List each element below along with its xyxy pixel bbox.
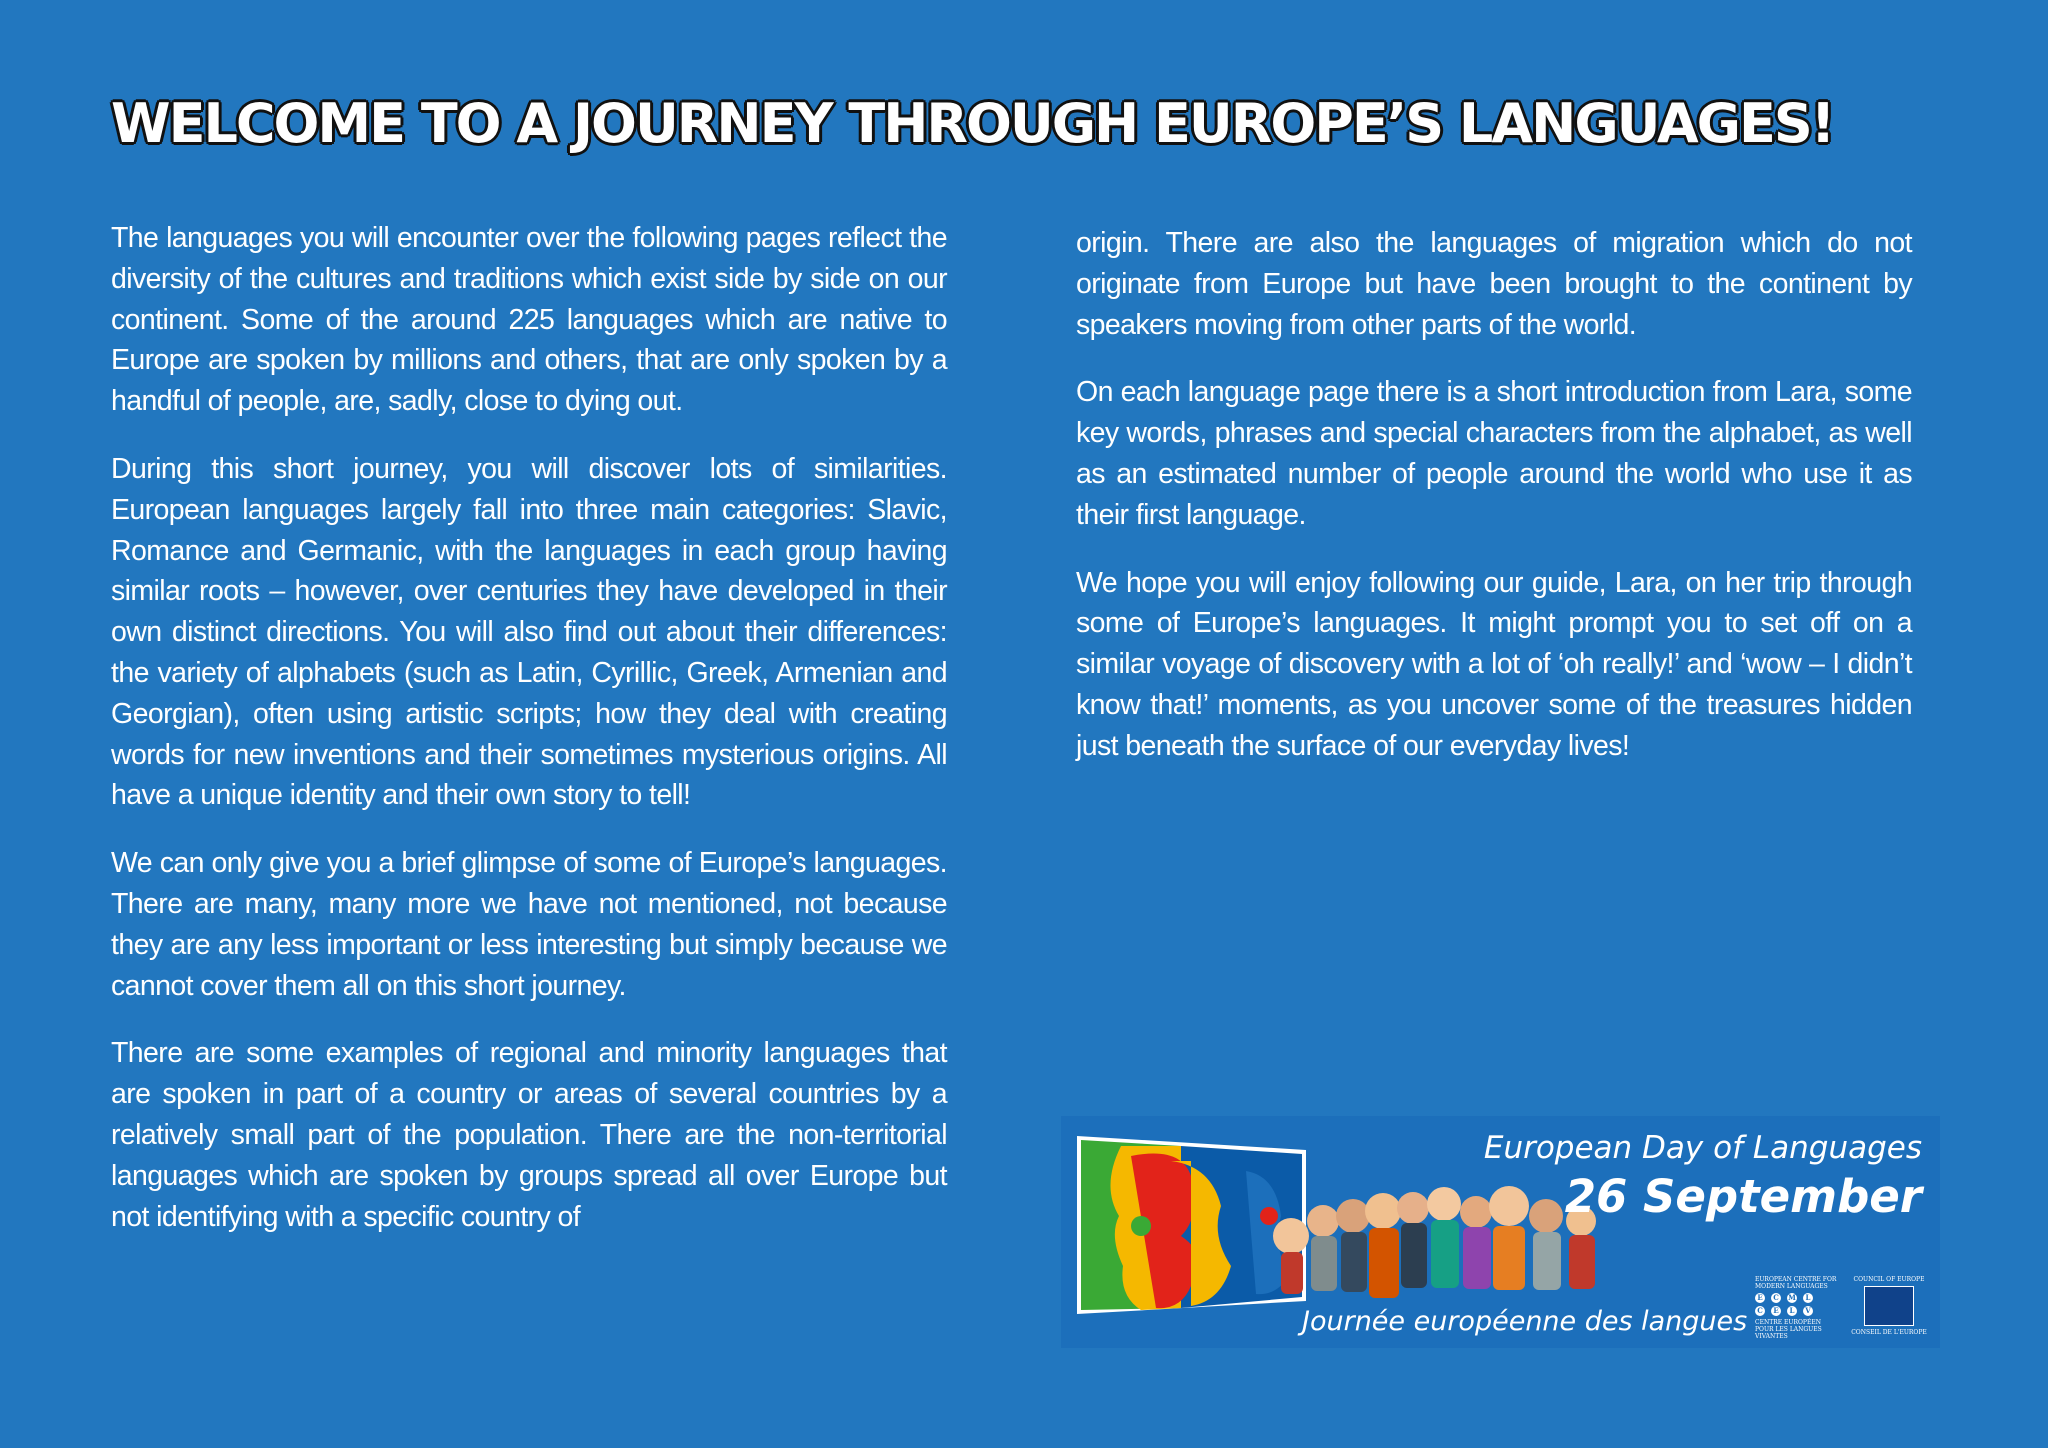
paragraph: There are some examples of regional and minority languages that are spoken in part of a country or areas of several countries by a relatively small part of the population. There are the non-territorial languages which are spoken by groups spread all over Europe but not identifying with a specific country of	[111, 1037, 947, 1233]
paragraph: origin. There are also the languages of migration which do not originate from Europe but have been brought to the continent by speakers moving from other parts of the world.	[1076, 227, 1912, 341]
ecml-letter: E	[1755, 1293, 1765, 1303]
ecml-letter: V	[1803, 1306, 1813, 1316]
cartoon-characters-icon	[1273, 1186, 1596, 1298]
coe-logo-top-text: COUNCIL OF EUROPE	[1853, 1276, 1925, 1283]
paragraph: On each language page there is a short introduction from Lara, some key words, phrases and special characters from the alphabet, as well as an estimated number of people around the world who use it as their first language.	[1076, 376, 1912, 531]
ecml-letter: E	[1771, 1306, 1781, 1316]
ecml-letter: L	[1803, 1293, 1813, 1303]
ecml-letter: C	[1771, 1293, 1781, 1303]
ecml-logo-dots	[1755, 1306, 1841, 1316]
banner-date: 26 September	[1564, 1170, 1922, 1223]
paragraph: The languages you will encounter over the following pages reflect the diversity of the cultures and traditions which exist side by side on our continent. Some of the around 225 languages which are native to Europe are spoken by millions and others, that are only spoken by a handful of people, are, sadly, close to dying out.	[111, 222, 947, 418]
right-column	[1076, 223, 1912, 794]
ecml-logo-dots	[1755, 1293, 1841, 1303]
banner-title: European Day of Languages	[1483, 1130, 1922, 1166]
banner-subtitle-fr: Journée européenne des langues	[1302, 1306, 1748, 1337]
council-of-europe-emblem-icon	[1864, 1286, 1914, 1326]
paragraph: We hope you will enjoy following our guide, Lara, on her trip through some of Europe’s languages. It might prompt you to set off on a similar voyage of discovery with a lot of ‘oh really!’ and ‘wow – I didn’t know that!’ moments, as you uncover some of the treasures hidden just beneath the surface of our everyday lives!	[1076, 566, 1912, 762]
edl-logo-icon	[1077, 1136, 1306, 1314]
paragraph: During this short journey, you will discover lots of similarities. European languages largely fall into three main categories: Slavic, Romance and Germanic, with the languages in each group having similar roots – however, over centuries they have developed in their own distinct directions. You will also find out about their differences: the variety of alphabets (such as Latin, Cyrillic, Greek, Armenian and Georgian), often using artistic scripts; how they deal with creating words for new inventions and their sometimes mysterious origins. All have a unique identity and their own story to tell!	[111, 452, 947, 812]
paragraph: We can only give you a brief glimpse of some of Europe’s languages. There are many, many more we have not mentioned, not because they are any less important or less interesting but simply because we cannot cover them all on this short journey.	[111, 847, 947, 1002]
ecml-letter: L	[1787, 1306, 1797, 1316]
ecml-logo	[1755, 1276, 1841, 1338]
ecml-logo-top-text: EUROPEAN CENTRE FOR MODERN LANGUAGES	[1755, 1276, 1837, 1290]
ecml-logo-bottom-text: CENTRE EUROPÉEN POUR LES LANGUES VIVANTES	[1755, 1319, 1822, 1340]
page-title: WELCOME TO A JOURNEY THROUGH EUROPE’S LANGUAGES!	[111, 92, 1834, 155]
council-of-europe-logo	[1851, 1276, 1927, 1338]
ecml-letter: C	[1755, 1306, 1765, 1316]
left-column	[111, 218, 947, 1264]
european-day-of-languages-banner	[1061, 1116, 1940, 1348]
ecml-letter: M	[1788, 1293, 1796, 1302]
coe-logo-bottom-text: CONSEIL DE L'EUROPE	[1851, 1329, 1927, 1336]
